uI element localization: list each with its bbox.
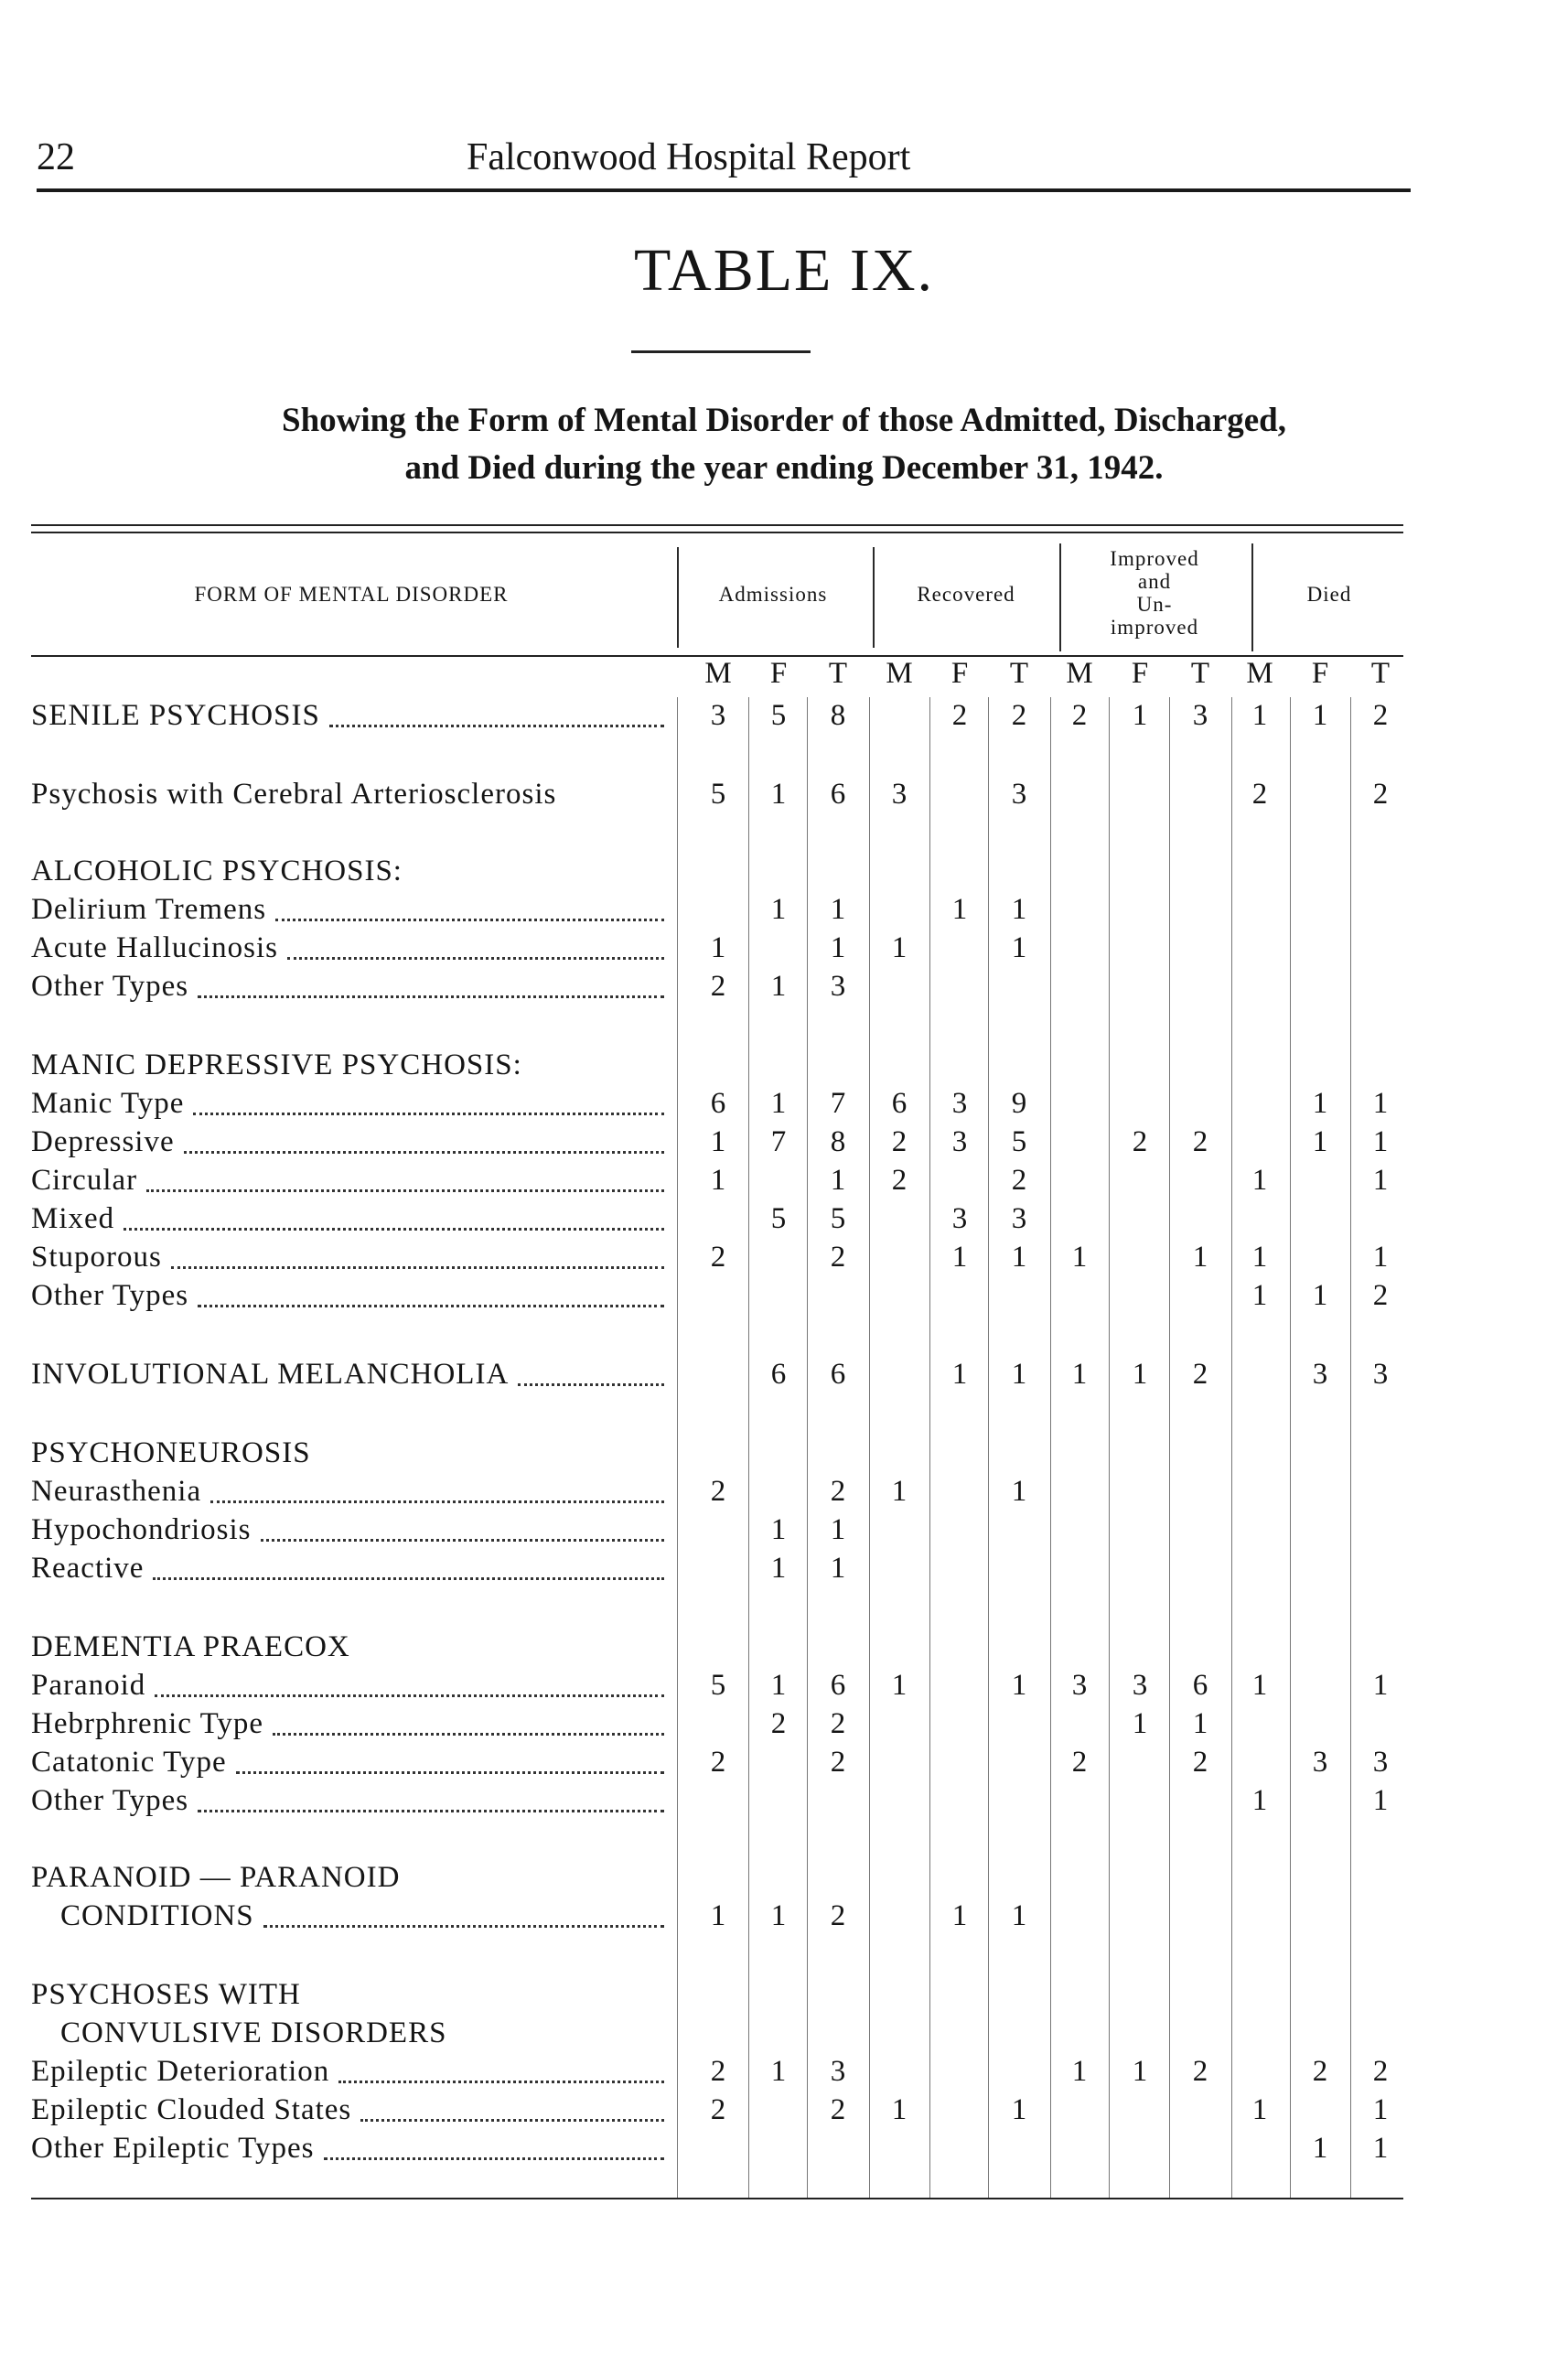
dot-leader — [236, 1771, 664, 1774]
cell-value: 1 — [1251, 699, 1268, 732]
running-head: Falconwood Hospital Report — [467, 136, 911, 178]
sub-header-f: F — [1131, 657, 1149, 690]
cell-value: 1 — [1372, 1087, 1389, 1120]
column-separator — [1109, 697, 1110, 2198]
dot-leader — [198, 1305, 664, 1307]
category-heading: PSYCHOSES WITH — [31, 1978, 301, 2011]
cell-value: 6 — [891, 1087, 908, 1120]
cell-value: 2 — [1192, 1358, 1208, 1391]
category-heading: ALCOHOLIC PSYCHOSIS: — [31, 855, 403, 887]
sub-header-t: T — [1370, 657, 1391, 690]
cell-value: 3 — [1132, 1669, 1148, 1702]
cell-value: 3 — [891, 778, 908, 811]
cell-value: 5 — [830, 1202, 846, 1235]
cell-value: 3 — [951, 1087, 968, 1120]
cell-value: 1 — [1011, 1475, 1027, 1508]
cell-value: 9 — [1011, 1087, 1027, 1120]
cell-value: 1 — [1251, 2093, 1268, 2126]
dot-leader — [287, 957, 664, 960]
cell-value: 1 — [770, 970, 787, 1003]
column-separator — [1231, 697, 1232, 2198]
cell-value: 1 — [1372, 1125, 1389, 1158]
cell-value: 2 — [1372, 1279, 1389, 1312]
sub-header-m: M — [1246, 657, 1273, 690]
dot-leader — [360, 2119, 664, 2122]
cell-value: 1 — [1372, 1784, 1389, 1817]
cell-value: 1 — [830, 1552, 846, 1585]
cell-value: 1 — [891, 1669, 908, 1702]
column-separator — [807, 697, 808, 2198]
cell-value: 1 — [1071, 2055, 1088, 2088]
row-label: INVOLUTIONAL MELANCHOLIA — [31, 1358, 510, 1391]
cell-value: 2 — [1011, 699, 1027, 732]
cell-value: 1 — [951, 1241, 968, 1274]
cell-value: 1 — [1312, 1125, 1328, 1158]
cell-value: 2 — [1192, 1125, 1208, 1158]
row-label: Delirium Tremens — [31, 893, 267, 926]
row-label: Depressive — [31, 1125, 175, 1158]
cell-value: 2 — [1372, 2055, 1389, 2088]
cell-value: 2 — [830, 1241, 846, 1274]
category-heading: DEMENTIA PRAECOX — [31, 1630, 350, 1663]
cell-value: 1 — [1011, 2093, 1027, 2126]
sub-header-f: F — [950, 657, 969, 690]
table-subtitle-line-2: and Died during the year ending December 31, 1942. — [404, 449, 1164, 487]
cell-value: 1 — [1011, 1669, 1027, 1702]
cell-value: 1 — [1011, 1241, 1027, 1274]
cell-value: 6 — [830, 1358, 846, 1391]
cell-value: 1 — [1251, 1669, 1268, 1702]
category-heading: PSYCHONEUROSIS — [31, 1436, 311, 1469]
row-label: Hebrphrenic Type — [31, 1707, 264, 1740]
row-label: Acute Hallucinosis — [31, 931, 279, 964]
cell-value: 2 — [770, 1707, 787, 1740]
cell-value: 1 — [1372, 1669, 1389, 1702]
dot-leader — [193, 1113, 664, 1115]
cell-value: 1 — [770, 1552, 787, 1585]
cell-value: 1 — [830, 931, 846, 964]
cell-value: 2 — [1372, 699, 1389, 732]
cell-value: 3 — [951, 1125, 968, 1158]
cell-value: 1 — [770, 2055, 787, 2088]
cell-value: 2 — [830, 1899, 846, 1932]
cell-value: 1 — [891, 931, 908, 964]
cell-value: 1 — [1011, 931, 1027, 964]
cell-value: 1 — [770, 1087, 787, 1120]
group-header-died: Died — [1306, 583, 1352, 606]
group-header-recovered: Recovered — [917, 583, 1015, 606]
group-divider — [677, 547, 679, 648]
sub-header-t: T — [1190, 657, 1210, 690]
sub-header-t: T — [828, 657, 848, 690]
cell-value: 1 — [770, 1669, 787, 1702]
cell-value: 1 — [1372, 1164, 1389, 1197]
row-label: Neurasthenia — [31, 1475, 202, 1508]
cell-value: 1 — [891, 2093, 908, 2126]
sub-header-t: T — [1009, 657, 1029, 690]
cell-value: 5 — [770, 1202, 787, 1235]
dot-leader — [338, 2081, 664, 2083]
column-separator — [1169, 697, 1170, 2198]
cell-value: 1 — [1251, 1279, 1268, 1312]
cell-value: 1 — [1011, 1899, 1027, 1932]
sub-header-m: M — [704, 657, 732, 690]
row-label: Reactive — [31, 1552, 145, 1585]
dot-leader — [198, 995, 664, 998]
cell-value: 1 — [770, 1899, 787, 1932]
column-separator — [677, 697, 678, 2198]
dot-leader — [263, 1925, 664, 1928]
cell-value: 1 — [951, 893, 968, 926]
cell-value: 2 — [830, 1475, 846, 1508]
row-label: Mixed — [31, 1202, 115, 1235]
group-header-improved-line: Un- — [1136, 593, 1173, 616]
cell-value: 2 — [830, 1707, 846, 1740]
cell-value: 1 — [1132, 2055, 1148, 2088]
dot-leader — [171, 1266, 664, 1269]
cell-value: 1 — [710, 1164, 726, 1197]
cell-value: 1 — [1071, 1358, 1088, 1391]
row-label: Catatonic Type — [31, 1746, 227, 1779]
cell-value: 2 — [710, 2055, 726, 2088]
cell-value: 1 — [1132, 699, 1148, 732]
table-bottom-rule — [31, 2198, 1403, 2199]
group-header-admissions: Admissions — [718, 583, 828, 606]
dot-leader — [329, 725, 664, 727]
cell-value: 2 — [1132, 1125, 1148, 1158]
category-heading: CONVULSIVE DISORDERS — [60, 2016, 447, 2049]
page-number: 22 — [37, 136, 75, 178]
column-separator — [929, 697, 930, 2198]
cell-value: 5 — [710, 1669, 726, 1702]
group-header-improved — [1063, 547, 1246, 639]
cell-value: 6 — [710, 1087, 726, 1120]
group-header-improved-line: Improved — [1110, 547, 1199, 570]
cell-value: 1 — [1312, 1279, 1328, 1312]
cell-value: 1 — [1251, 1164, 1268, 1197]
cell-value: 2 — [1011, 1164, 1027, 1197]
cell-value: 1 — [951, 1899, 968, 1932]
table-top-rule — [31, 524, 1403, 526]
cell-value: 1 — [1372, 2132, 1389, 2165]
cell-value: 1 — [770, 778, 787, 811]
cell-value: 1 — [1071, 1241, 1088, 1274]
cell-value: 2 — [830, 2093, 846, 2126]
dot-leader — [518, 1383, 664, 1386]
cell-value: 1 — [1312, 699, 1328, 732]
group-divider — [1251, 543, 1253, 651]
row-label: Psychosis with Cerebral Arteriosclerosis — [31, 778, 557, 811]
cell-value: 6 — [830, 778, 846, 811]
cell-value: 2 — [710, 1746, 726, 1779]
cell-value: 1 — [1132, 1707, 1148, 1740]
cell-value: 2 — [1071, 699, 1088, 732]
cell-value: 1 — [1312, 2132, 1328, 2165]
row-label: Other Epileptic Types — [31, 2132, 315, 2165]
cell-value: 2 — [1192, 1746, 1208, 1779]
cell-value: 1 — [830, 1513, 846, 1546]
cell-value: 5 — [770, 699, 787, 732]
cell-value: 2 — [710, 970, 726, 1003]
cell-value: 3 — [1312, 1358, 1328, 1391]
cell-value: 7 — [830, 1087, 846, 1120]
cell-value: 1 — [710, 931, 726, 964]
dot-leader — [184, 1151, 664, 1154]
sub-header-m: M — [886, 657, 913, 690]
dot-leader — [153, 1577, 664, 1580]
cell-value: 5 — [710, 778, 726, 811]
row-label: Circular — [31, 1164, 138, 1197]
cell-value: 2 — [710, 1475, 726, 1508]
cell-value: 1 — [1372, 2093, 1389, 2126]
dot-leader — [210, 1500, 664, 1503]
cell-value: 7 — [770, 1125, 787, 1158]
sub-header-f: F — [769, 657, 788, 690]
title-rule — [631, 350, 811, 353]
group-divider — [873, 547, 875, 648]
sub-header-f: F — [1311, 657, 1329, 690]
column-separator — [1350, 697, 1351, 2198]
cell-value: 2 — [891, 1164, 908, 1197]
cell-value: 1 — [1011, 893, 1027, 926]
cell-value: 2 — [891, 1125, 908, 1158]
cell-value: 1 — [770, 893, 787, 926]
cell-value: 1 — [951, 1358, 968, 1391]
row-label: CONDITIONS — [60, 1899, 254, 1932]
cell-value: 1 — [1132, 1358, 1148, 1391]
header-rule — [37, 188, 1411, 192]
column-separator — [748, 697, 749, 2198]
table-top-rule-inner — [31, 532, 1403, 533]
cell-value: 3 — [1372, 1746, 1389, 1779]
cell-value: 8 — [830, 1125, 846, 1158]
cell-value: 1 — [830, 893, 846, 926]
row-label: Manic Type — [31, 1087, 185, 1120]
cell-value: 3 — [830, 2055, 846, 2088]
category-heading: PARANOID — PARANOID — [31, 1861, 401, 1894]
cell-value: 2 — [1251, 778, 1268, 811]
cell-value: 3 — [1312, 1746, 1328, 1779]
dot-leader — [146, 1189, 664, 1192]
cell-value: 1 — [1011, 1358, 1027, 1391]
column-separator — [988, 697, 989, 2198]
cell-value: 1 — [1372, 1241, 1389, 1274]
cell-value: 6 — [830, 1669, 846, 1702]
table-title: TABLE IX. — [634, 237, 934, 304]
group-divider — [1059, 543, 1061, 651]
column-separator — [1290, 697, 1291, 2198]
cell-value: 5 — [1011, 1125, 1027, 1158]
cell-value: 3 — [1372, 1358, 1389, 1391]
row-label: Paranoid — [31, 1669, 146, 1702]
table-subtitle-line-1: Showing the Form of Mental Disorder of those Admitted, Discharged, — [282, 402, 1286, 439]
row-label: Other Types — [31, 970, 189, 1003]
cell-value: 6 — [1192, 1669, 1208, 1702]
row-label: Hypochondriosis — [31, 1513, 252, 1546]
cell-value: 2 — [1312, 2055, 1328, 2088]
cell-value: 2 — [1192, 2055, 1208, 2088]
dot-leader — [261, 1539, 664, 1542]
cell-value: 1 — [1251, 1784, 1268, 1817]
cell-value: 1 — [1192, 1707, 1208, 1740]
group-header-improved-line: improved — [1110, 616, 1199, 639]
row-label: SENILE PSYCHOSIS — [31, 699, 320, 732]
cell-value: 3 — [710, 699, 726, 732]
cell-value: 3 — [830, 970, 846, 1003]
cell-value: 1 — [710, 1899, 726, 1932]
cell-value: 3 — [951, 1202, 968, 1235]
cell-value: 1 — [1251, 1241, 1268, 1274]
cell-value: 3 — [1192, 699, 1208, 732]
cell-value: 3 — [1071, 1669, 1088, 1702]
row-label: Other Types — [31, 1784, 189, 1817]
cell-value: 3 — [1011, 778, 1027, 811]
cell-value: 6 — [770, 1358, 787, 1391]
category-heading: MANIC DEPRESSIVE PSYCHOSIS: — [31, 1048, 522, 1081]
cell-value: 1 — [891, 1475, 908, 1508]
cell-value: 1 — [830, 1164, 846, 1197]
cell-value: 2 — [951, 699, 968, 732]
cell-value: 2 — [830, 1746, 846, 1779]
cell-value: 1 — [710, 1125, 726, 1158]
dot-leader — [155, 1694, 664, 1697]
cell-value: 2 — [1372, 778, 1389, 811]
cell-value: 1 — [1192, 1241, 1208, 1274]
cell-value: 8 — [830, 699, 846, 732]
column-separator — [1050, 697, 1051, 2198]
cell-value: 1 — [770, 1513, 787, 1546]
row-label: Stuporous — [31, 1241, 162, 1274]
dot-leader — [198, 1810, 664, 1812]
group-header-improved-line: and — [1137, 570, 1172, 593]
cell-value: 2 — [1071, 1746, 1088, 1779]
dot-leader — [275, 919, 664, 921]
cell-value: 3 — [1011, 1202, 1027, 1235]
dot-leader — [273, 1733, 664, 1736]
column-separator — [869, 697, 870, 2198]
row-label: Other Types — [31, 1279, 189, 1312]
dot-leader — [124, 1228, 664, 1231]
row-label: Epileptic Clouded States — [31, 2093, 352, 2126]
cell-value: 2 — [710, 1241, 726, 1274]
sub-header-m: M — [1066, 657, 1093, 690]
cell-value: 2 — [710, 2093, 726, 2126]
column-header-form: FORM OF MENTAL DISORDER — [194, 583, 509, 606]
row-label: Epileptic Deterioration — [31, 2055, 330, 2088]
dot-leader — [324, 2157, 664, 2160]
cell-value: 1 — [1312, 1087, 1328, 1120]
